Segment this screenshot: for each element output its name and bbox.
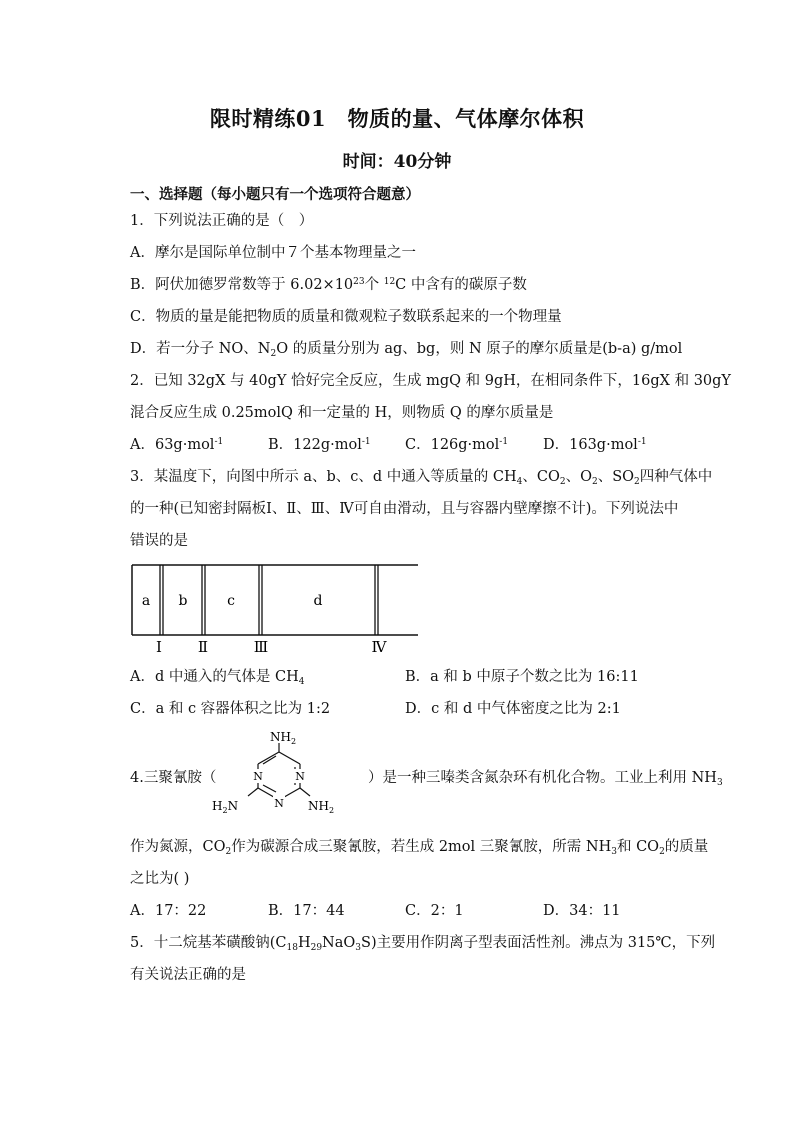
- triazine-ring: [258, 752, 300, 800]
- q5-stem-line1: 5．十二烷基苯磺酸钠$(C_{18}H_{29}NaO_3S)$主要用作阴离子型表面活性剂。沸点为 315℃，下列: [130, 935, 716, 953]
- q4-option-d: D．34：11: [543, 903, 621, 919]
- q3-option-b: B．a 和 b 中原子个数之比为 16:11: [405, 669, 639, 685]
- partition-3: [259, 565, 262, 635]
- compartment-label-c: c: [227, 593, 235, 609]
- container-diagram: [130, 560, 430, 655]
- q2-stem-line2: 混合反应生成 0.25molQ 和一定量的 H，则物质 Q 的摩尔质量是: [130, 405, 554, 421]
- compartment-label-a: a: [141, 593, 151, 609]
- page-title: 限时精练01 物质的量、气体摩尔体积: [209, 106, 585, 131]
- bond-left: [248, 788, 258, 796]
- q1-option-c: C．物质的量是能把物质的质量和微观粒子数联系起来的一个物理量: [130, 309, 562, 325]
- q1-stem: 1．下列说法正确的是（ ）: [130, 213, 314, 229]
- q2-stem-line1: 2．已知 32gX 与 40gY 恰好完全反应，生成 mgQ 和 9gH，在相同条件下，16gX 和 30gY: [130, 373, 731, 389]
- q4-stem-suffix: ）是一种三嗪类含氮杂环有机化合物。工业上利用 $NH_3$: [368, 770, 723, 788]
- compartment-label-d: d: [313, 593, 323, 609]
- q3-stem-line2: 的一种(已知密封隔板Ⅰ、Ⅱ、Ⅲ、Ⅳ可自由滑动，且与容器内壁摩擦不计)。下列说法中: [130, 501, 679, 517]
- q5-stem-line2: 有关说法正确的是: [130, 967, 246, 983]
- partition-label-1: Ⅰ: [156, 638, 162, 655]
- q2-option-c: C．126g·mol$^{-1}$: [405, 437, 509, 453]
- partition-label-3: Ⅲ: [253, 638, 269, 655]
- ring-n-right: N: [295, 770, 305, 783]
- q3-stem-line1: 3．某温度下，向图中所示 a、b、c、d 中通入等质量的 $CH_4$、$CO_2$、$O_2$、$SO_2$四种气体中: [130, 469, 713, 487]
- q3-option-c: C．a 和 c 容器体积之比为 1:2: [130, 701, 331, 717]
- q4-option-c: C．2：1: [405, 903, 464, 919]
- ring-n-left: N: [253, 770, 263, 783]
- amino-right: $NH_2$: [308, 799, 335, 815]
- partition-4: [375, 565, 378, 635]
- compartment-label-b: b: [178, 593, 188, 609]
- ring-n-bottom: N: [274, 797, 284, 810]
- partition-label-2: Ⅱ: [197, 638, 209, 655]
- partition-label-4: Ⅳ: [371, 638, 387, 655]
- q1-option-d: D．若一分子 NO、$N_2O$ 的质量分别为 ag、bg，则 N 原子的摩尔质量是(b-a) g/mol: [130, 341, 683, 359]
- page-subtitle: 时间：40分钟: [342, 152, 452, 172]
- bond-right: [300, 788, 310, 796]
- q1-option-b: B．阿伏加德罗常数等于 $6.02\times 10^{23}$个 $^{12}$C 中含有的碳原子数: [130, 277, 527, 293]
- partition-2: [202, 565, 205, 635]
- amino-left: $H_2N$: [212, 799, 239, 815]
- q2-option-d: D．163g·mol$^{-1}$: [543, 437, 647, 453]
- partition-1: [160, 565, 163, 635]
- q4-stem-line2: 作为氮源，$CO_2$作为碳源合成三聚氰胺，若生成 2mol 三聚氰胺，所需 $NH_3$和 $CO_2$的质量: [130, 839, 709, 857]
- q2-option-a: A．63g·mol$^{-1}$: [130, 437, 224, 453]
- q4-stem-prefix: 4.三聚氰胺（: [130, 770, 217, 786]
- q4-stem-line3: 之比为( ): [130, 871, 190, 887]
- melamine-structure: [204, 730, 364, 822]
- q3-option-a: A．d 中通入的气体是 $CH_4$: [130, 669, 305, 687]
- q4-option-b: B．17：44: [268, 903, 345, 919]
- amino-top: $NH_2$: [270, 730, 297, 746]
- q3-stem-line3: 错误的是: [130, 533, 188, 549]
- q4-option-a: A．17：22: [130, 903, 207, 919]
- q2-option-b: B．122g·mol$^{-1}$: [268, 437, 371, 453]
- q1-option-a: A．摩尔是国际单位制中７个基本物理量之一: [130, 245, 416, 261]
- q3-option-d: D．c 和 d 中气体密度之比为 2:1: [405, 701, 621, 717]
- section-heading: 一、选择题（每小题只有一个选项符合题意）: [130, 186, 420, 203]
